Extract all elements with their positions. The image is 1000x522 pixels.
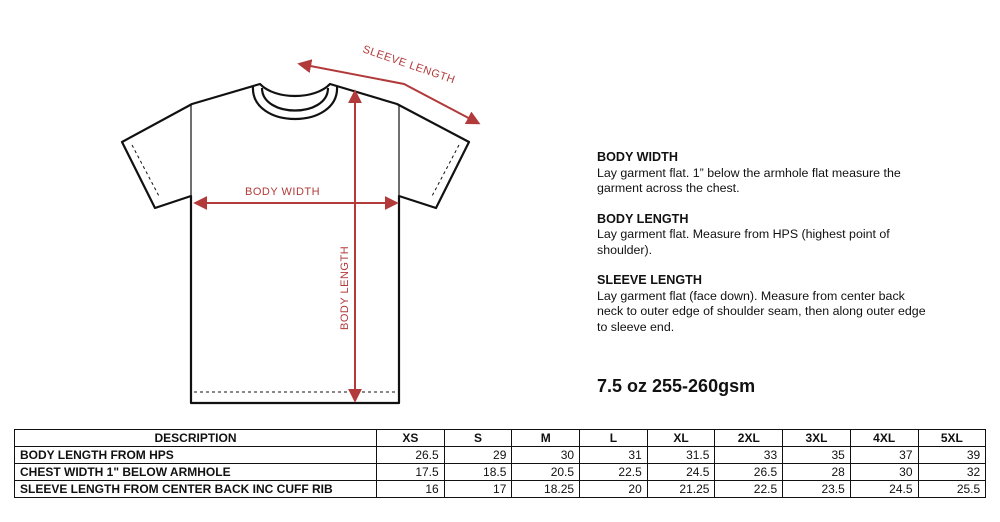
table-cell: 35 (783, 447, 851, 464)
table-cell: 21.25 (647, 481, 715, 498)
table-cell: 30 (512, 447, 580, 464)
table-cell: 22.5 (580, 464, 648, 481)
header-size: XS (377, 430, 445, 447)
table-cell: 28 (783, 464, 851, 481)
instruction-sleeve-length (597, 273, 927, 335)
fabric-weight: 7.5 oz 255-260gsm (597, 376, 756, 396)
table-cell: 18.5 (444, 464, 512, 481)
table-cell: 18.25 (512, 481, 580, 498)
table-row (15, 464, 986, 481)
instruction-title: SLEEVE LENGTH (597, 273, 702, 287)
instruction-text: Lay garment flat (face down). Measure from center back neck to outer edge of shoulder seam, then along outer edge to sleeve end. (597, 288, 926, 334)
table-row (15, 481, 986, 498)
table-cell: 25.5 (918, 481, 986, 498)
row-label: BODY LENGTH FROM HPS (15, 447, 377, 464)
stitch-lines (132, 145, 459, 392)
row-label: CHEST WIDTH 1" BELOW ARMHOLE (15, 464, 377, 481)
table-row (15, 447, 986, 464)
table-cell: 31 (580, 447, 648, 464)
seam-lines (191, 104, 399, 196)
table-cell: 20.5 (512, 464, 580, 481)
header-size: M (512, 430, 580, 447)
instruction-body-length (597, 212, 927, 259)
table-cell: 26.5 (715, 464, 783, 481)
measurement-instructions (597, 150, 927, 350)
header-size: XL (647, 430, 715, 447)
instruction-title: BODY LENGTH (597, 211, 689, 226)
table-cell: 24.5 (647, 464, 715, 481)
table-cell: 37 (850, 447, 918, 464)
table-cell: 32 (918, 464, 986, 481)
table-cell: 20 (580, 481, 648, 498)
tshirt-outline (122, 84, 469, 403)
table-cell: 22.5 (715, 481, 783, 498)
body-width-label: BODY WIDTH (245, 186, 321, 198)
instruction-body-width (597, 150, 927, 197)
header-size: 4XL (850, 430, 918, 447)
table-cell: 17.5 (377, 464, 445, 481)
table-header-row (15, 430, 986, 447)
header-size: L (580, 430, 648, 447)
header-size: 2XL (715, 430, 783, 447)
size-chart-table (14, 429, 986, 498)
table-cell: 33 (715, 447, 783, 464)
instruction-title: BODY WIDTH (597, 150, 678, 164)
header-description: DESCRIPTION (15, 430, 377, 447)
table-cell: 24.5 (850, 481, 918, 498)
body-length-label: BODY LENGTH (339, 245, 351, 330)
table-cell: 30 (850, 464, 918, 481)
header-size: S (444, 430, 512, 447)
instruction-text: Lay garment flat. Measure from HPS (highest point of shoulder). (597, 227, 890, 257)
tshirt-measurement-diagram (0, 0, 560, 420)
instruction-text: Lay garment flat. 1” below the armhole flat measure the garment across the chest. (597, 165, 901, 195)
header-size: 5XL (918, 430, 986, 447)
table-cell: 31.5 (647, 447, 715, 464)
table-cell: 26.5 (377, 447, 445, 464)
table-cell: 23.5 (783, 481, 851, 498)
sleeve-length-label: SLEEVE LENGTH (361, 43, 457, 87)
table-cell: 17 (444, 481, 512, 498)
table-cell: 16 (377, 481, 445, 498)
header-size: 3XL (783, 430, 851, 447)
table-cell: 39 (918, 447, 986, 464)
row-label: SLEEVE LENGTH FROM CENTER BACK INC CUFF RIB (15, 481, 377, 498)
table-cell: 29 (444, 447, 512, 464)
